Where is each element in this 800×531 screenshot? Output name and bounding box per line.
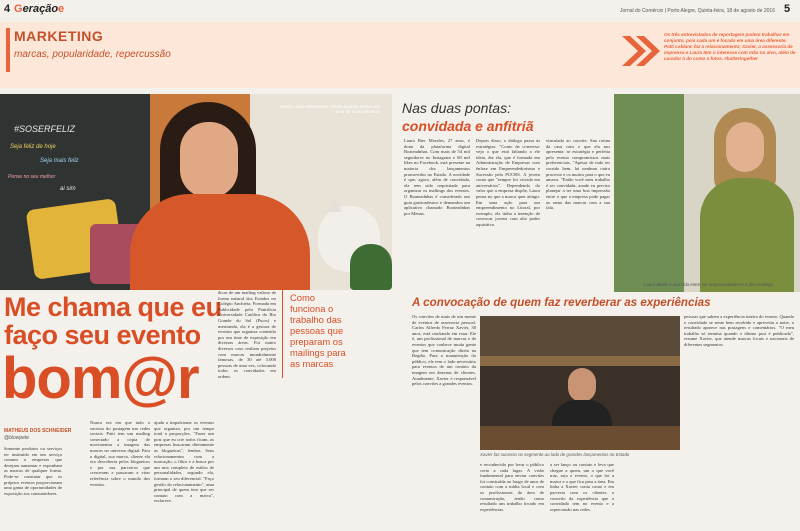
convocacao-column-4: pessoas que sabem a experiência inteira do evento. Quando o convidado se sente bem recebido e aproveita a noite, o resultado aparece nas postagens e comentários. "O meu trabalho só termina quando o último post é publicado", resume Xavier, que atende marcas locais e nacionais de diferentes segmentos. bbox=[684, 314, 794, 347]
convidada-column-1: Laura Bier Morales, 27 anos, é dona da plataforma digital Boateadnhas. Com mais de 54 mil seguidores no Instagram e 60 mil likes no Facebook, está presente na maioria dos lançamentos promovidos no Estado. A novidade é que, agora, além de convidada, ela tem sido requisitada para organizar os mailings dos eventos. O Boateadnhas é considerado um guia gastronômico e demandou um aplicativo chamado Boateadnhas por Menus. bbox=[404, 138, 470, 216]
pullquote-rule bbox=[282, 290, 283, 378]
chevron-icon bbox=[620, 34, 660, 73]
section-logo-g: G bbox=[14, 3, 23, 15]
bar-person-head bbox=[568, 368, 596, 402]
section-banner bbox=[0, 22, 800, 88]
bar-photo bbox=[480, 316, 680, 450]
article-column-3 bbox=[154, 420, 214, 526]
page-number-left: 4 bbox=[4, 3, 11, 15]
page-number-right: 5 bbox=[784, 3, 791, 15]
chalk-text-1: #SOSERFELIZ bbox=[14, 124, 76, 134]
convidada-title-b: convidada e anfitriã bbox=[402, 118, 534, 134]
section-logo-e: e bbox=[58, 3, 65, 15]
newspaper-dateline: Jornal do Comércio | Porto Alegre, Quinta-feira, 18 de agosto de 2016 bbox=[619, 8, 775, 14]
headline-line-3: bom@r bbox=[2, 346, 199, 411]
chalk-text-5: ai sim bbox=[60, 186, 76, 192]
pullquote: Como funciona o trabalho das pessoas que preparam os mailings para as marcas bbox=[290, 292, 346, 369]
convocacao-column-1: Os convites de mais de um monte de eventos de assessoria pessoal. Carlos Alfredo Ferraz Xavier, 30 anos, está confiando em estar. Ele é, um profissional de marcas e de eventos que conhece muita gente que tem comunicação direta na Região. Para a manutenção do público, ele tem o lado necessário para eventos de um cenário da imagem em dezenas de clientes. Atualmente, Xavier é responsável pelos convites a grandes eventos. bbox=[412, 314, 476, 387]
bar-shelf bbox=[480, 356, 680, 366]
convidada-column-2-text: Depois disso, o diálogo passa às estratégias. "Conto da conversa: vejo o que está faltando a ele ideia, diz ela, que é formada em Administração de Empresas com ênfase em Empreendedorismo e Sucessão pela PUCRS. A jovem conta que "sempre foi viciada em aniversários". Dependendo do valor que a empresa dispõe, Laura pensa no que a marca quer atingir. Em uma ação para um empreendimento no Litoral, por exemplo, ela tinha a intenção de convocar jovens com alto poder aquisitivo. bbox=[476, 138, 540, 227]
article-column-1: Somente produtos ou serviços ter instituído em um serviço comum a empresas que desejam aumentar e exponham as marcas de qualquer forma. Pode-se constatar que os próprios eventos proporcionam uma gama de oportunidades de exposição aos consumidores. bbox=[4, 446, 62, 496]
section-logo-rest: eração bbox=[22, 3, 59, 15]
main-photo bbox=[0, 94, 392, 290]
banner-promo-text: Os três entrevistados de reportagem podem trabalhar em conjunto, pois cada um é focado em uma área diferente. Patti Leblanc faz a relacionamento; Xavier, o assessoria de imprensa e Laura tem o interesse com mão no alvo, além de curador à do como a fotos. #battertogether bbox=[664, 32, 796, 61]
bar-lights bbox=[480, 316, 680, 356]
article-column-5-lower bbox=[282, 388, 344, 526]
section-logo bbox=[14, 3, 64, 15]
chalk-text-3: Seja mais feliz bbox=[40, 158, 79, 164]
banner-title: MARKETING bbox=[14, 28, 104, 44]
person-face bbox=[180, 122, 238, 198]
chalk-text-2: Seja feliz de hoje bbox=[10, 144, 56, 150]
plant bbox=[350, 244, 392, 290]
byline-author: MATHEUS DOS SCHNEIDER bbox=[4, 428, 72, 434]
byline-handle: @blowpete bbox=[4, 435, 30, 441]
right-photo-plants bbox=[614, 94, 684, 292]
subhead-convocacao: A convocação de quem faz reverberar as experiências bbox=[412, 296, 711, 309]
bar-photo-caption: Xavier faz sucesso no segmento ao lado de grandes lançamentos no Estado bbox=[480, 452, 630, 457]
main-photo-caption: Jovem Laura Mentelstein esteve durante esteve em uma de suas palestras bbox=[279, 104, 380, 115]
article-column-4: dicas de um mailing valioso de forma natural dos Estados no Colégio Anchieta. Formada em Publicidade pela Pontifícia Universidade Católica do Rio Grande do Sul (Pucrs) e mestranda, ela é a gestora de eventos que organiza conteúdo por um time de exposição em diversas áreas. Foi muito diversos caso realizar projetos com marcas mundialmente famosas, de 30 até 3.000 pessoas de uma vez, colocando todos os convidados em ordem. bbox=[218, 290, 276, 379]
right-photo-caption: Laura divide a sua vida entre ser empreendedora e a dos mailings bbox=[644, 282, 773, 287]
banner-accent-bar bbox=[6, 28, 10, 72]
article-column-3-text: ajuda a impulsionar os eventos que organiza, por um tempo total a proporções. "Fazer um post que eu crie todos ficam, as empresas buscaram diretamente as blogueiras", lembra. Seus relacionamentos com a marcação, o filtro e a busca por um mix completo de estilos de personalidades, segundo ela, formam o seu diferencial. "Faço gestão do relacionamento", uma principal de quem tem que ser contato com a marca", esclarece. bbox=[154, 420, 214, 504]
article-column-5 bbox=[358, 290, 406, 526]
headline-line-2: faço seu evento bbox=[4, 320, 201, 350]
convidada-column-2 bbox=[476, 138, 540, 288]
convocacao-column-3: a ser lanço ou contato e leva que chegue a quem, um o que você traz, seja o evento, o que foi a marca e o que fica para a área. Em linha a Xavier conta como e em parceria com os clientes o conceito da experiência que o convidado tem no evento e a repercussão nas redes. bbox=[550, 462, 614, 512]
headline-line-1: Me chama que eu bbox=[4, 292, 222, 322]
right-photo bbox=[614, 94, 800, 292]
banner-subtitle: marcas, popularidade, repercussão bbox=[14, 49, 171, 60]
article-column-2: Nunca era em que tudo o sucesso do postagem nas redes sociais. Patti tem um mailing conectado a cópia de movimentar a imagem das marcas no universo digital. Para a digital, sua marca, cliente ela era descoberta pelos blogueiros e por sua parceiros que cresceram e passaram a virar referência sobre o mundo dos eventos. bbox=[90, 420, 150, 487]
right-person-body bbox=[700, 178, 794, 292]
bar-counter bbox=[480, 426, 680, 450]
convidada-title-a: Nas duas pontas: bbox=[402, 100, 511, 116]
convocacao-column-2: e reconhecido por levar o público certo a cada lugar. A visão fundamental para enviar convites foi construída ao longo de anos de contato com a mídia local e com os profissionais da área de comunicação, tendo como resultado um trabalho focado em experiências. bbox=[480, 462, 544, 512]
person-dress bbox=[130, 194, 310, 290]
convidada-column-3: vinculada ao convite. Sua rotina da casa com o que ela nos apresenta: se estratégia e perfeita pelo evento compromissos mais preferenciais. "Apesar de tudo ter corrido bem, há nenhum outro processo e os muitos para o que eu amava. "Então você meu trabalho é ser convidada, aonde eu preciso planejar a ter uma boa impressão entre o que a empresa pode pagar ao ramo das marcas com a sua fala. bbox=[546, 138, 610, 211]
chalk-text-4: Pense no seu melhor bbox=[8, 174, 56, 180]
cat-ear bbox=[326, 198, 342, 212]
right-person-face bbox=[726, 122, 764, 172]
